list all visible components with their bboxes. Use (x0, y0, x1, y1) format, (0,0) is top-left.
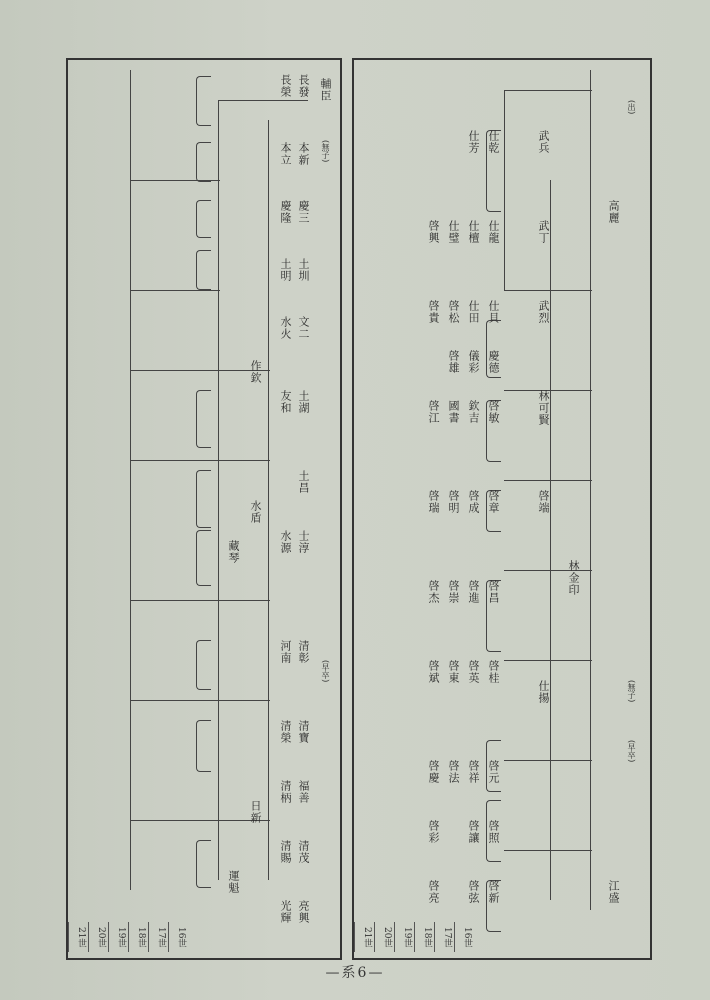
name-entry: 啓英 (467, 660, 480, 684)
name-entry: 輔臣 (319, 78, 332, 102)
name-entry: 光輝 (279, 900, 292, 924)
name-entry: 仕揚 (537, 680, 550, 704)
name-entry: 士淳 (297, 530, 310, 554)
name-entry: 本新 (297, 142, 310, 166)
name-entry: 土明 (279, 258, 292, 282)
name-entry: 啓江 (427, 400, 440, 424)
name-entry: 啓元 (487, 760, 500, 784)
generation-label: 20世 (382, 926, 392, 948)
name-entry: 長榮 (279, 74, 292, 98)
generation-label: 16世 (462, 926, 472, 948)
name-entry: 武烈 (537, 300, 550, 324)
generation-label: 18世 (422, 926, 432, 948)
name-entry: 仕乾 (487, 130, 500, 154)
annotation: (早卒) (627, 740, 636, 763)
name-entry: 水火 (279, 316, 292, 340)
name-entry: 作欽 (249, 360, 262, 384)
name-entry: 啓崇 (447, 580, 460, 604)
name-entry: 清賜 (279, 840, 292, 864)
annotation: (出) (627, 100, 636, 115)
name-entry: 啓章 (487, 490, 500, 514)
generation-axis (354, 922, 474, 952)
name-entry: 慶德 (487, 350, 500, 374)
name-entry: 福善 (297, 780, 310, 804)
name-entry: 啓進 (467, 580, 480, 604)
name-entry: 水源 (279, 530, 292, 554)
name-entry: 日新 (249, 800, 262, 824)
name-entry: 慶三 (297, 200, 310, 224)
name-entry: 武丁 (537, 220, 550, 244)
name-entry: 亮興 (297, 900, 310, 924)
annotation: (無子) (627, 680, 636, 703)
generation-label: 18世 (136, 926, 146, 948)
name-entry: 啓敏 (487, 400, 500, 424)
name-entry: 仕田 (467, 300, 480, 324)
name-entry: 仕貝 (487, 300, 500, 324)
name-entry: 啓慶 (427, 760, 440, 784)
name-entry: 啓亮 (427, 880, 440, 904)
name-entry: 啓新 (487, 880, 500, 904)
name-entry: 友和 (279, 390, 292, 414)
name-entry: 藏琴 (227, 540, 240, 564)
name-entry: 仕芳 (467, 130, 480, 154)
name-entry: 啓明 (447, 490, 460, 514)
name-entry: 仕檀 (467, 220, 480, 244)
name-entry: 欽吉 (467, 400, 480, 424)
name-entry: 仕璧 (447, 220, 460, 244)
name-entry: 高麗 (607, 200, 620, 224)
name-entry: 運魁 (227, 870, 240, 894)
generation-axis (68, 922, 188, 952)
name-entry: 啓杰 (427, 580, 440, 604)
name-entry: 啓東 (447, 660, 460, 684)
generation-label: 16世 (176, 926, 186, 948)
name-entry: 啓貴 (427, 300, 440, 324)
name-entry: 土湖 (297, 390, 310, 414)
name-entry: 啓瑞 (427, 490, 440, 514)
name-entry: 啓桂 (487, 660, 500, 684)
left-genealogy-panel (66, 58, 342, 960)
name-entry: 啓斌 (427, 660, 440, 684)
name-entry: 清茂 (297, 840, 310, 864)
generation-label: 19世 (116, 926, 126, 948)
right-genealogy-panel (352, 58, 652, 960)
name-entry: 啓弦 (467, 880, 480, 904)
name-entry: 啓彩 (427, 820, 440, 844)
name-entry: 啓興 (427, 220, 440, 244)
name-entry: 仕龍 (487, 220, 500, 244)
name-entry: 江盛 (607, 880, 620, 904)
generation-label: 19世 (402, 926, 412, 948)
name-entry: 啓祥 (467, 760, 480, 784)
name-entry: 清寶 (297, 720, 310, 744)
name-entry: 慶隆 (279, 200, 292, 224)
name-entry: 水盾 (249, 500, 262, 524)
generation-label: 20世 (96, 926, 106, 948)
name-entry: 啓照 (487, 820, 500, 844)
annotation: (無子) (321, 140, 330, 163)
generation-label: 17世 (156, 926, 166, 948)
annotation: (早卒) (321, 660, 330, 683)
name-entry: 武兵 (537, 130, 550, 154)
name-entry: 儀彩 (467, 350, 480, 374)
name-entry: 長發 (297, 74, 310, 98)
name-entry: 國書 (447, 400, 460, 424)
generation-label: 21世 (76, 926, 86, 948)
name-entry: 啓昌 (487, 580, 500, 604)
name-entry: 清彰 (297, 640, 310, 664)
name-entry: 啓端 (537, 490, 550, 514)
name-entry: 清榮 (279, 720, 292, 744)
name-entry: 啓讓 (467, 820, 480, 844)
generation-label: 17世 (442, 926, 452, 948)
name-entry: 土昌 (297, 470, 310, 494)
generation-label: 21世 (362, 926, 372, 948)
name-entry: 啓成 (467, 490, 480, 514)
name-entry: 河南 (279, 640, 292, 664)
name-entry: 本立 (279, 142, 292, 166)
name-entry: 啓松 (447, 300, 460, 324)
name-entry: 林可賢 (537, 390, 550, 426)
page-number: —系6— (325, 965, 385, 981)
name-entry: 啓法 (447, 760, 460, 784)
name-entry: 土圳 (297, 258, 310, 282)
name-entry: 文二 (297, 316, 310, 340)
name-entry: 啓雄 (447, 350, 460, 374)
name-entry: 清柄 (279, 780, 292, 804)
name-entry: 林金印 (567, 560, 580, 596)
